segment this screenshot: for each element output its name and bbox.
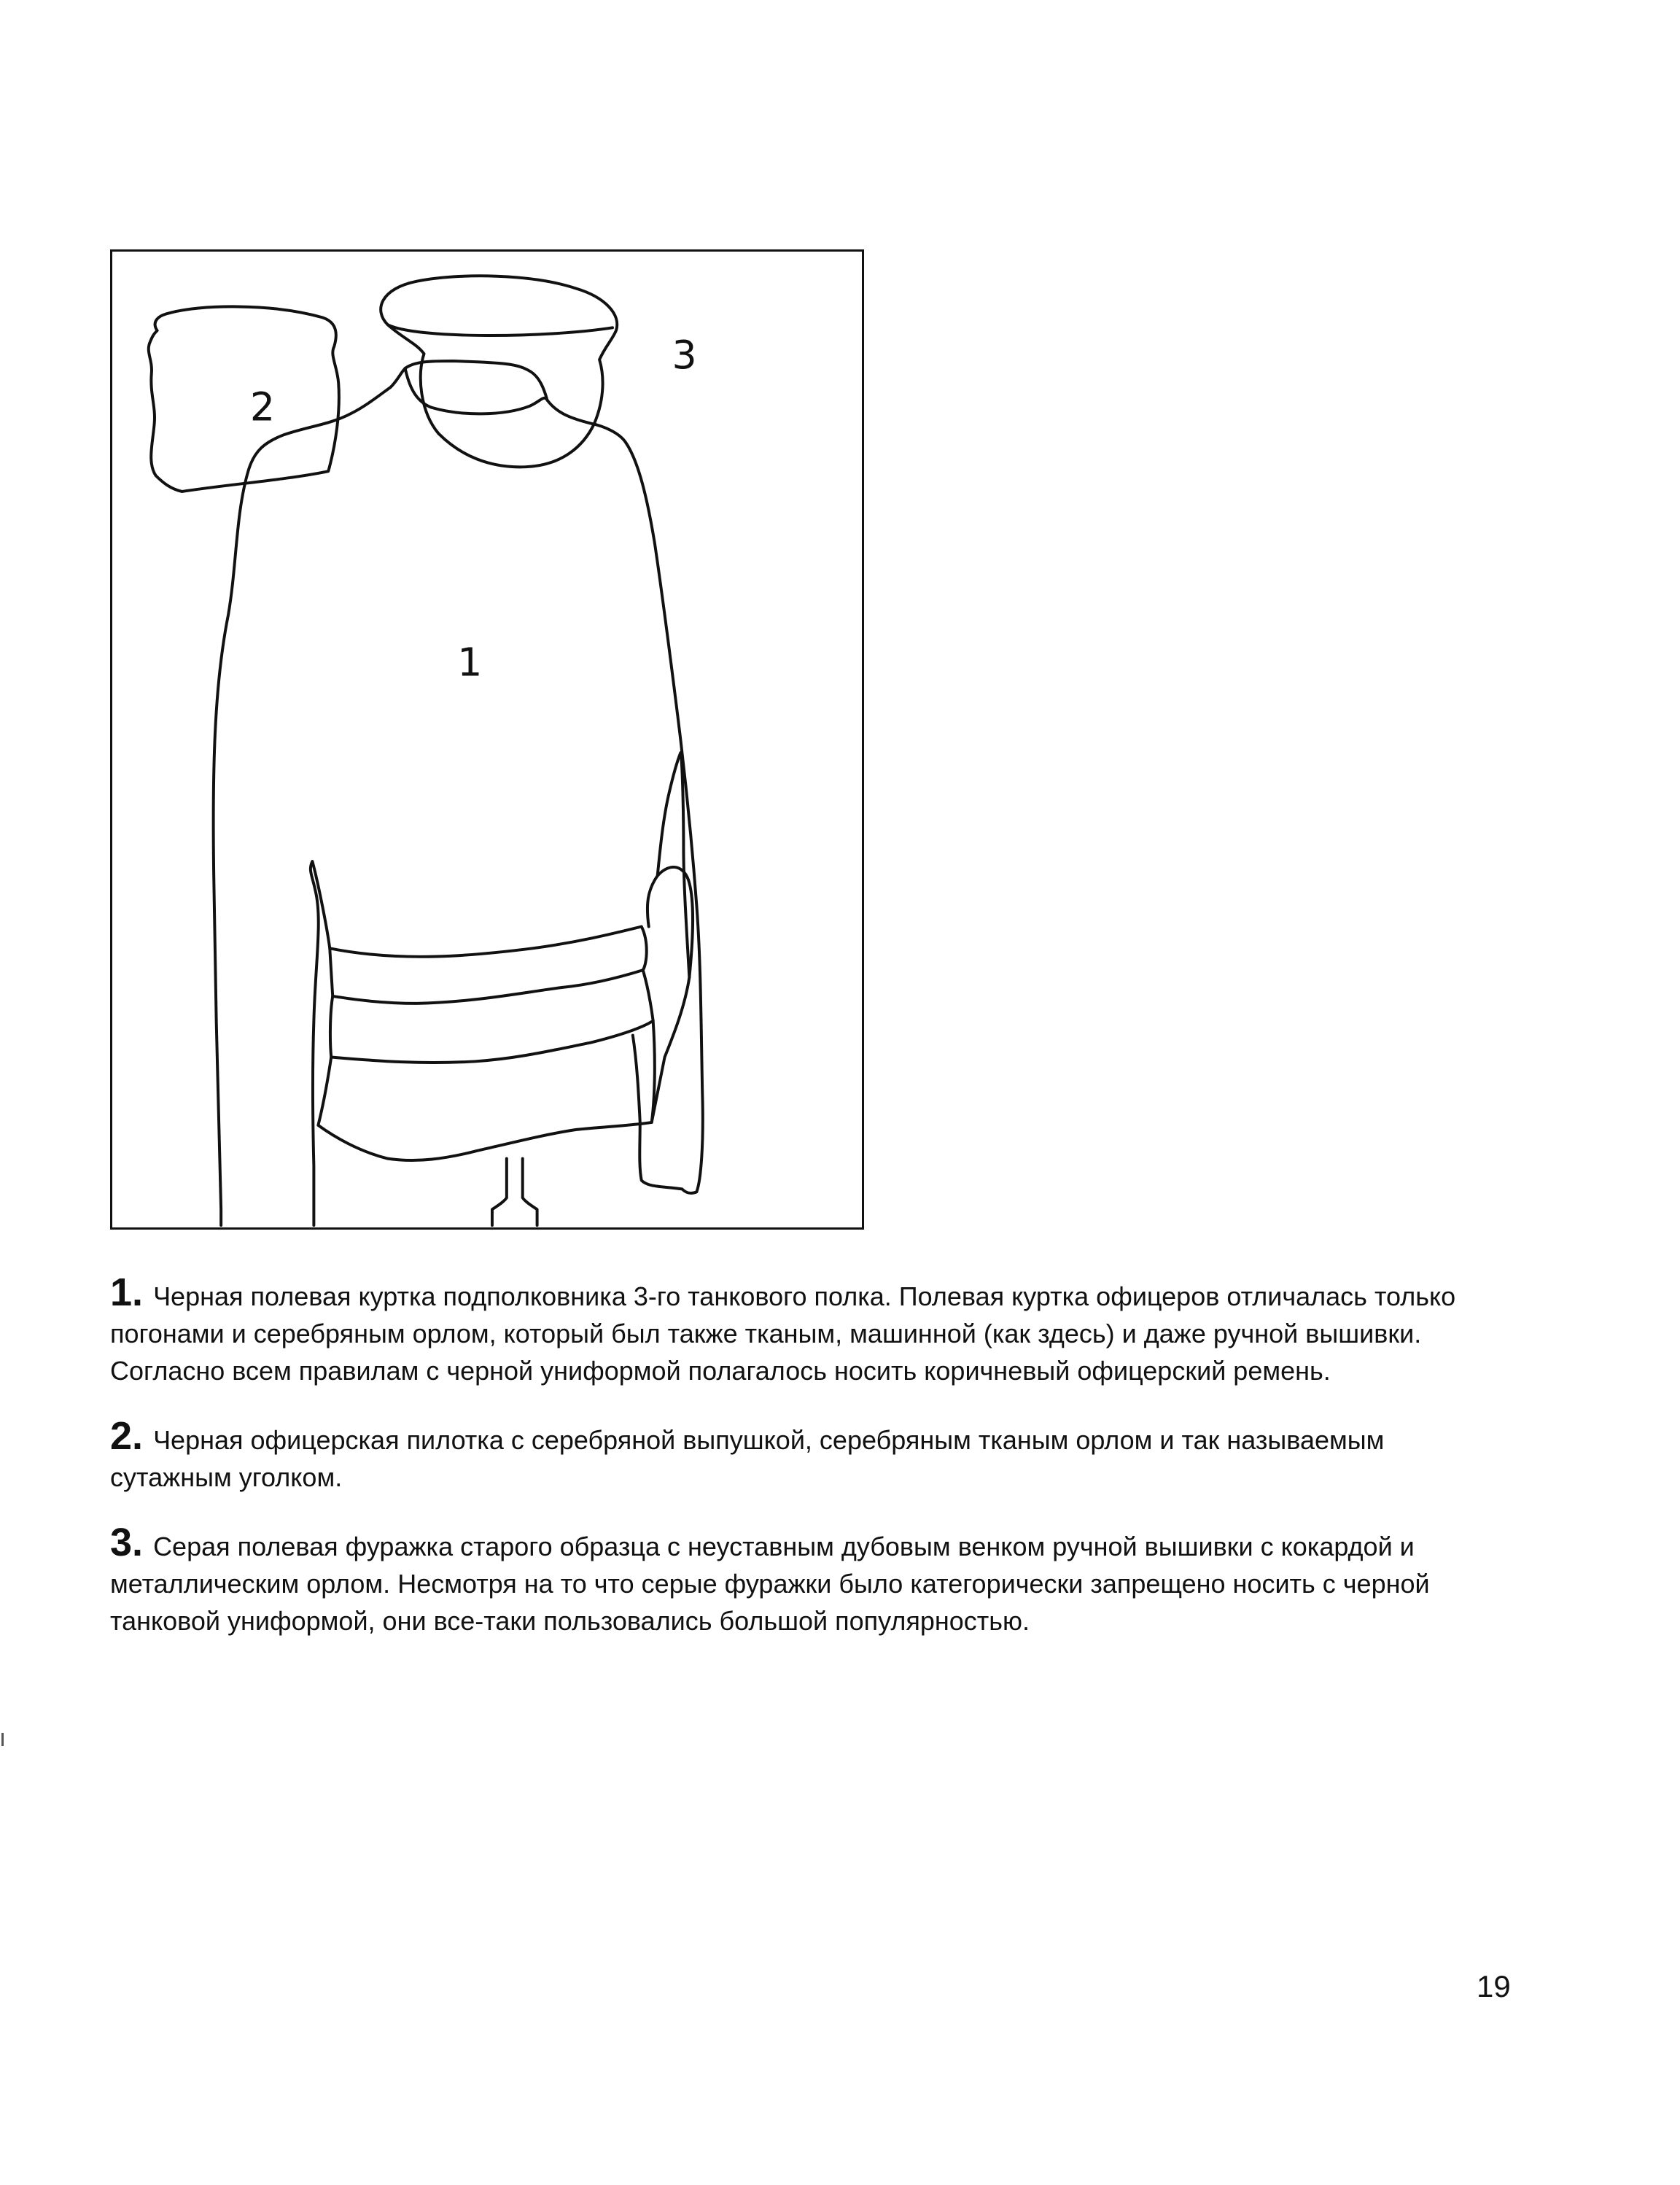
figure-label-1: 1	[457, 639, 483, 686]
caption-3-number: 3.	[110, 1521, 144, 1564]
peaked-cap-outline	[381, 276, 617, 467]
caption-1-text: Черная полевая куртка подполковника 3-го танкового полка. Полевая куртка офицеров отличалась только погонами и серебряным орлом, который был также тканым, машинной (как здесь) и даже ручной вышивки. Согласно всем правилам с черной униформой полагалось носить коричневый офицерский ремень.	[110, 1281, 1456, 1386]
caption-3	[110, 1521, 1466, 1639]
stand-pole	[492, 1159, 537, 1225]
scan-artifact-mark	[1, 1733, 4, 1746]
jacket-collar	[405, 368, 548, 414]
captions	[110, 1270, 1466, 1672]
side-cap-outline	[149, 306, 339, 492]
caption-1	[110, 1270, 1466, 1389]
caption-3-text: Серая полевая фуражка старого образца с неуставным дубовым венком ручной вышивки с кокардой и металлическим орлом. Несмотря на то что серые фуражки было категорически запрещено носить с черной танковой униформой, они все-таки пользовались большой популярностью.	[110, 1532, 1430, 1636]
jacket-left-edge	[311, 861, 330, 1225]
figure-frame	[110, 249, 864, 1230]
caption-1-number: 1.	[110, 1270, 144, 1314]
caption-2-text: Черная офицерская пилотка с серебряной выпушкой, серебряным тканым орлом и так называемым сутажным уголком.	[110, 1425, 1385, 1492]
figure-label-3: 3	[672, 331, 697, 378]
caption-2-number: 2.	[110, 1414, 144, 1458]
jacket-skirt	[318, 1021, 654, 1160]
jacket-outline	[214, 361, 703, 1225]
figure-label-2: 2	[249, 384, 276, 430]
cap-band-line	[388, 325, 612, 335]
belt-lower	[330, 970, 653, 1063]
page-number: 19	[1477, 1969, 1511, 2003]
caption-2	[110, 1414, 1466, 1496]
belt-upper	[330, 927, 646, 1004]
garment-outline-drawing	[112, 252, 862, 1227]
